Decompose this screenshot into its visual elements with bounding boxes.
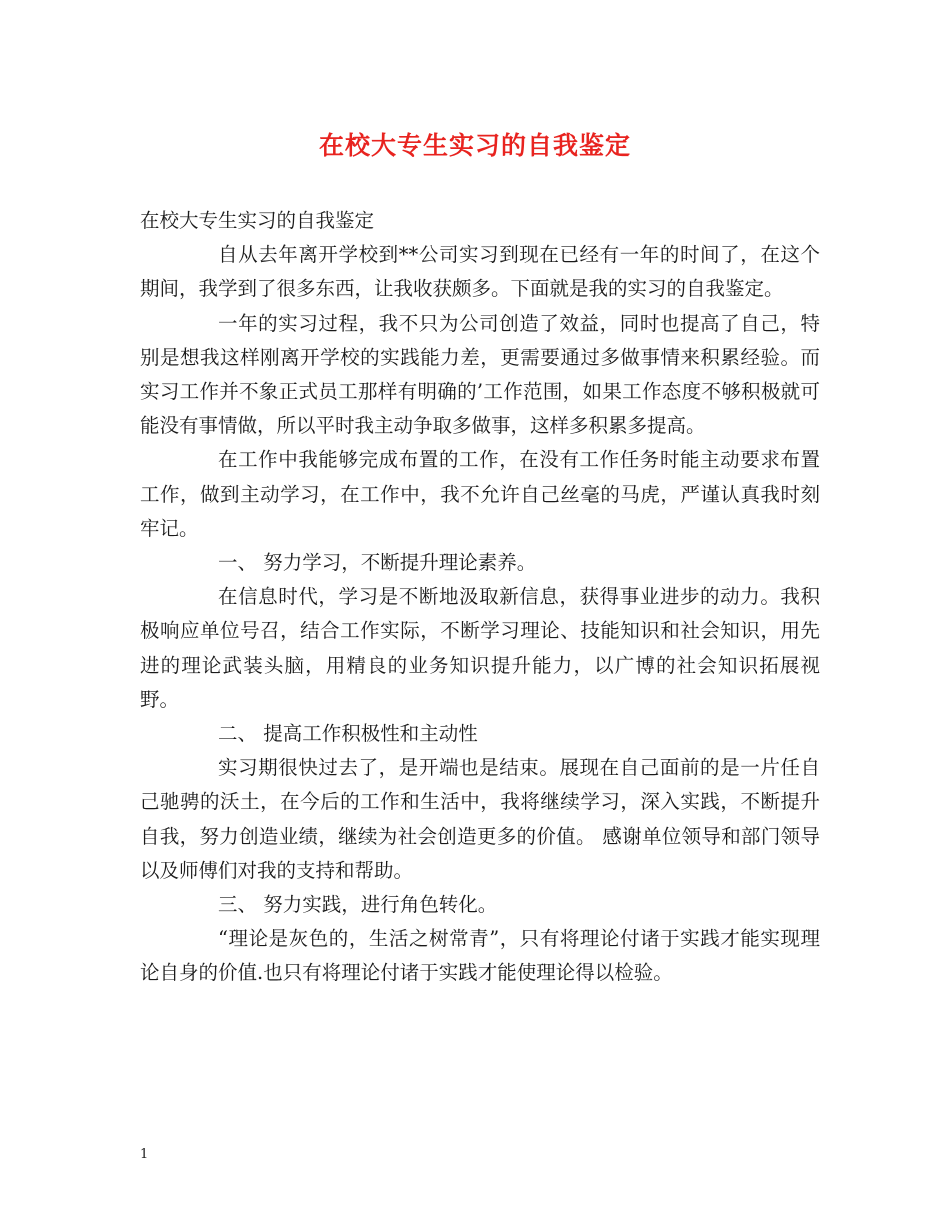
document-subtitle: 在校大专生实习的自我鉴定 (140, 209, 375, 232)
document-title: 在校大专生实习的自我鉴定 (318, 131, 631, 160)
paragraph-internship-process: 一年的实习过程，我不只为公司创造了效益，同时也提高了自己，特别是想我这样刚离开学校的实践能力差，更需要通过多做事情来积累经验。而实习工作并不象正式员工那样有明确的’工作范围，如果工作态度不够积极就可能没有事情做，所以平时我主动争取多做事，这样多积累多提高。 (140, 311, 820, 438)
document-body (140, 204, 820, 991)
paragraph-work-attitude: 在工作中我能够完成布置的工作，在没有工作任务时能主动要求布置工作，做到主动学习，在工作中，我不允许自己丝毫的马虎，严谨认真我时刻牢记。 (140, 448, 820, 540)
section-heading-1: 一、 努力学习，不断提升理论素养。 (218, 551, 537, 575)
section-heading-3: 三、 努力实践，进行角色转化。 (218, 893, 498, 917)
paragraph-practice: “理论是灰色的，生活之树常青”，只有将理论付诸于实践才能实现理论自身的价值.也只有将理论付诸于实践才能使理论得以检验。 (140, 927, 820, 985)
section-heading-2: 二、 提高工作积极性和主动性 (218, 722, 478, 746)
page-number: 1 (140, 1147, 149, 1162)
paragraph-intro: 自从去年离开学校到**公司实习到现在已经有一年的时间了，在这个期间，我学到了很多东西，让我收获颇多。下面就是我的实习的自我鉴定。 (140, 243, 820, 301)
paragraph-initiative: 实习期很快过去了，是开端也是结束。展现在自己面前的是一片任自己驰骋的沃土，在今后的工作和生活中，我将继续学习，深入实践，不断提升自我，努力创造业绩，继续为社会创造更多的价值。 感谢单位领导和部门领导以及师傅们对我的支持和帮助。 (140, 756, 820, 882)
paragraph-study: 在信息时代，学习是不断地汲取新信息，获得事业进步的动力。我积极响应单位号召，结合工作实际，不断学习理论、技能知识和社会知识，用先进的理论武装头脑，用精良的业务知识提升能力，以广博的社会知识拓展视野。 (140, 585, 820, 711)
